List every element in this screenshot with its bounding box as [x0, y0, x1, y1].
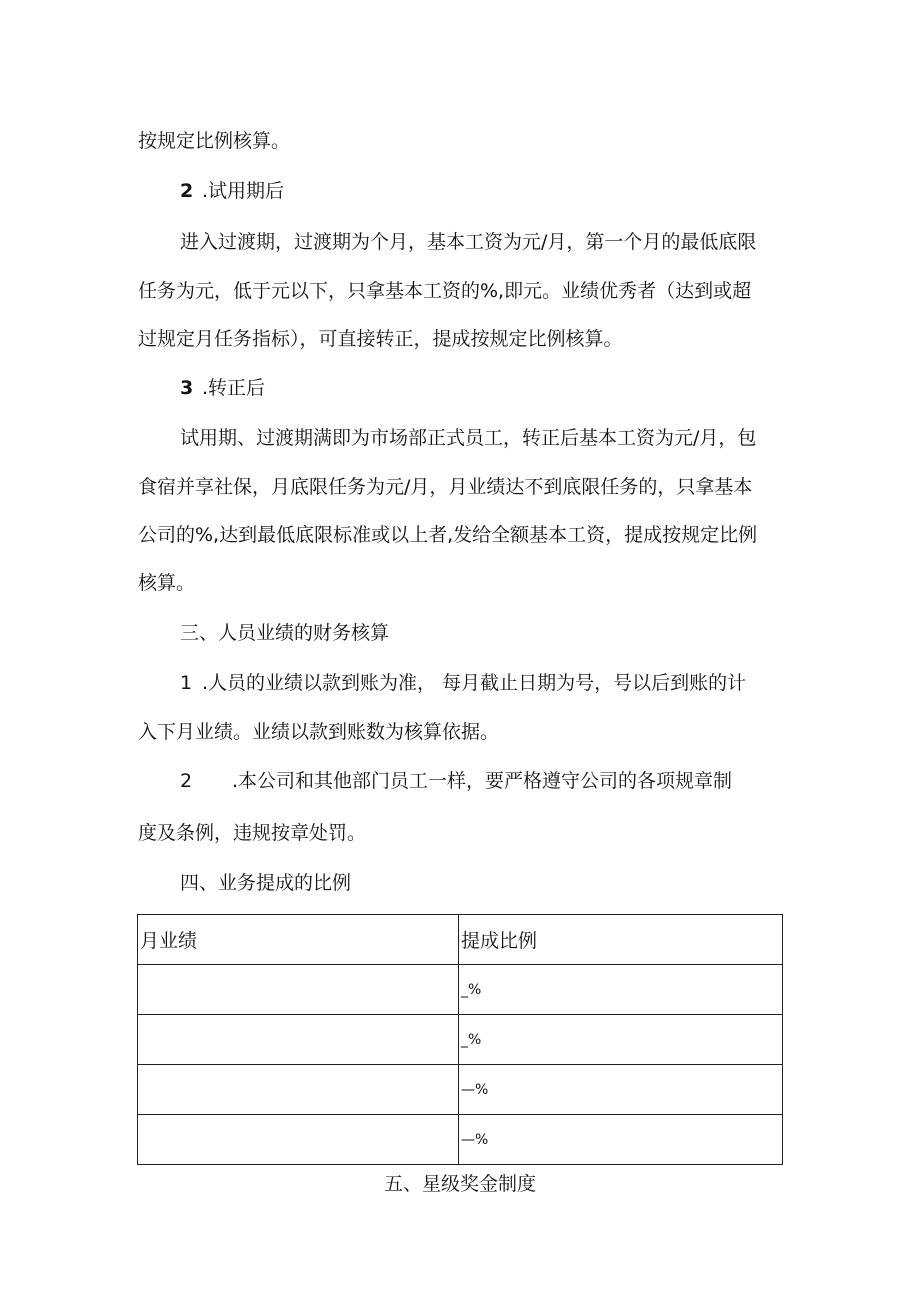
- table-header-cell: 月业绩: [138, 915, 459, 965]
- section-number: 2: [180, 180, 194, 202]
- paragraph-line: 入下月业绩。业绩以款到账数为核算依据。: [138, 721, 500, 743]
- table-cell-performance: [138, 1015, 459, 1065]
- paragraph-line: 公司的%,达到最低底限标准或以上者,发给全额基本工资，提成按规定比例: [138, 524, 758, 546]
- section-title: .试用期后: [202, 180, 285, 202]
- section-heading-star-bonus: 五、星级奖金制度: [383, 1173, 536, 1195]
- section-heading-3: [180, 375, 265, 401]
- table-header-row: [138, 915, 783, 965]
- paragraph-line: 核算。: [138, 572, 196, 594]
- paragraph-line: 任务为元，低于元以下，只拿基本工资的%,即元。业绩优秀者（达到或超: [138, 280, 752, 302]
- section-heading-commission: 四、业务提成的比例: [180, 872, 352, 894]
- table-row: [138, 1065, 783, 1115]
- table-cell-performance: [138, 1065, 459, 1115]
- section-number: 3: [180, 377, 194, 399]
- table-header-cell: 提成比例: [459, 915, 783, 965]
- paragraph-line: 过规定月任务指标），可直接转正，提成按规定比例核算。: [138, 328, 623, 350]
- table-row: [138, 965, 783, 1015]
- table-cell-performance: [138, 965, 459, 1015]
- rule-number: 2: [180, 770, 193, 792]
- paragraph-line: 进入过渡期，过渡期为个月，基本工资为元/月，第一个月的最低底限: [180, 231, 757, 253]
- rule-text: .人员的业绩以款到账为准， 每月截止日期为号，号以后到账的计: [202, 672, 747, 694]
- table-cell-rate: _%: [459, 965, 783, 1015]
- table-row: [138, 1115, 783, 1165]
- section-heading-2: [180, 178, 284, 204]
- table-cell-rate: _%: [459, 1015, 783, 1065]
- rule-number: 1: [180, 672, 193, 694]
- paragraph-line: 食宿并享社保，月底限任务为元/月，月业绩达不到底限任务的，只拿基本: [138, 476, 753, 498]
- paragraph-line: 度及条例，违规按章处罚。: [138, 822, 367, 844]
- rule-2: [180, 768, 732, 794]
- paragraph-line: 试用期、过渡期满即为市场部正式员工，转正后基本工资为元/月，包: [180, 427, 757, 449]
- table-cell-rate: —%: [459, 1065, 783, 1115]
- rule-1: [180, 670, 746, 696]
- paragraph-line: 按规定比例核算。: [138, 130, 291, 152]
- section-heading-finance: 三、人员业绩的财务核算: [180, 622, 390, 644]
- rule-text: .本公司和其他部门员工一样，要严格遵守公司的各项规章制: [232, 770, 733, 792]
- section-title: .转正后: [202, 377, 266, 399]
- table-cell-performance: [138, 1115, 459, 1165]
- table-row: [138, 1015, 783, 1065]
- commission-table: [137, 914, 783, 1165]
- table-cell-rate: —%: [459, 1115, 783, 1165]
